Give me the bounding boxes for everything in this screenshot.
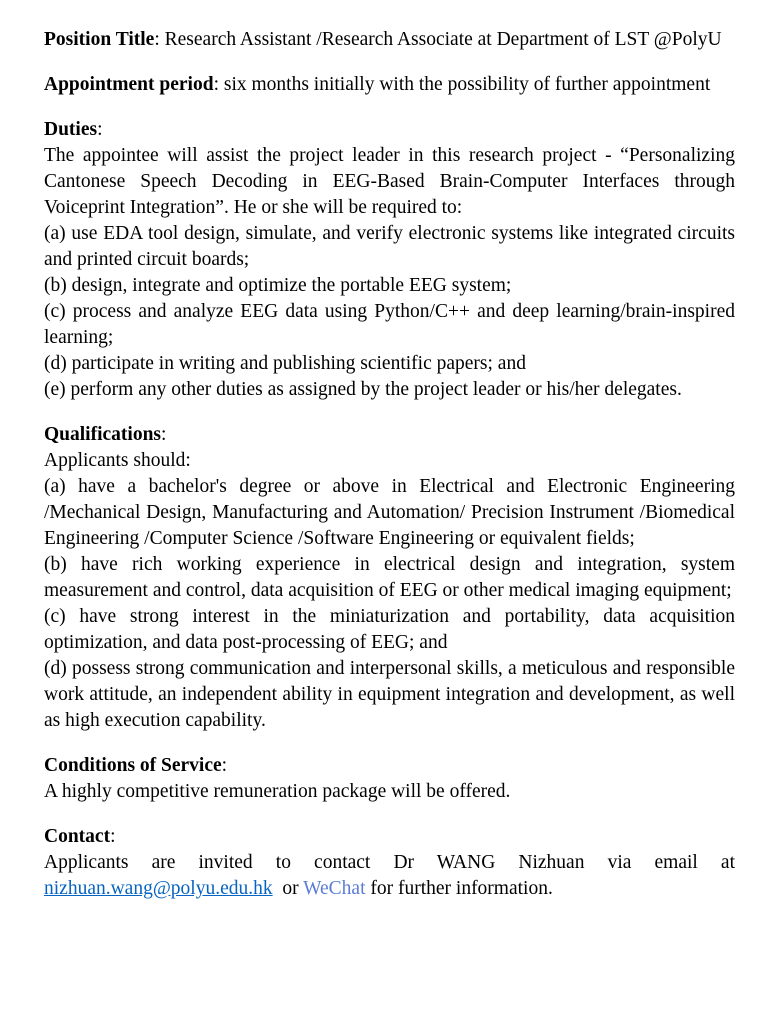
duties-item-c: (c) process and analyze EEG data using Python/C++ and deep learning/brain-inspired learning; bbox=[44, 301, 735, 348]
qualifications-item-d: (d) possess strong communication and interpersonal skills, a meticulous and responsible work attitude, an independent ability in equipment integration and development, as well as high execution capability. bbox=[44, 658, 735, 731]
qualifications-intro: Applicants should: bbox=[44, 450, 191, 471]
conditions-text: A highly competitive remuneration package will be offered. bbox=[44, 781, 511, 802]
appointment-period-text: : six months initially with the possibility of further appointment bbox=[213, 74, 711, 95]
qualifications-item-b: (b) have rich working experience in electrical design and integration, system measurement and control, data acquisition of EEG or other medical imaging equipment; bbox=[44, 554, 735, 601]
position-title-label: Position Title bbox=[44, 29, 155, 50]
qualifications-heading bbox=[44, 422, 735, 448]
duties-item-d: (d) participate in writing and publishing scientific papers; and bbox=[44, 353, 526, 374]
contact-text-mid: or bbox=[272, 878, 304, 899]
qualifications-item-c: (c) have strong interest in the miniaturization and portability, data acquisition optimization, and data post-processing of EEG; and bbox=[44, 606, 735, 653]
appointment-period-paragraph bbox=[44, 72, 735, 98]
duties-item-b: (b) design, integrate and optimize the portable EEG system; bbox=[44, 275, 512, 296]
duties-item-a: (a) use EDA tool design, simulate, and verify electronic systems like integrated circuits and printed circuit boards; bbox=[44, 223, 735, 270]
qualifications-heading-colon: : bbox=[161, 424, 167, 445]
wechat-link[interactable]: WeChat bbox=[303, 878, 366, 899]
contact-heading bbox=[44, 824, 735, 850]
qualifications-item-a: (a) have a bachelor's degree or above in Electrical and Electronic Engineering /Mechanical Design, Manufacturing and Automation/ Precision Instrument /Biomedical Engineering /Computer Science /Software Engineering or equivalent fields; bbox=[44, 476, 735, 549]
duties-intro: The appointee will assist the project leader in this research project - “Personalizing Cantonese Speech Decoding in EEG-Based Brain-Computer Interfaces through Voiceprint Integration”. He or she will be required to: bbox=[44, 145, 735, 218]
contact-heading-label: Contact bbox=[44, 826, 111, 847]
conditions-heading-colon: : bbox=[221, 755, 228, 776]
contact-heading-colon: : bbox=[110, 826, 116, 847]
duties-item-e: (e) perform any other duties as assigned by the project leader or his/her delegates. bbox=[44, 379, 682, 400]
duties-heading bbox=[44, 117, 735, 143]
duties-heading-label: Duties bbox=[44, 119, 98, 140]
contact-text-post: for further information. bbox=[365, 878, 553, 899]
position-title-text: : Research Assistant /Research Associate at Department of LST @PolyU bbox=[154, 29, 722, 50]
position-title-paragraph bbox=[44, 27, 735, 53]
conditions-heading-label: Conditions of Service bbox=[44, 755, 222, 776]
duties-heading-colon: : bbox=[97, 119, 103, 140]
email-link[interactable]: nizhuan.wang@polyu.edu.hk bbox=[44, 878, 273, 899]
conditions-heading bbox=[44, 753, 735, 779]
contact-paragraph bbox=[44, 850, 735, 902]
appointment-period-label: Appointment period bbox=[44, 74, 214, 95]
contact-text-pre: Applicants are invited to contact Dr WANG Nizhuan via email at bbox=[44, 852, 735, 873]
qualifications-heading-label: Qualifications bbox=[44, 424, 162, 445]
